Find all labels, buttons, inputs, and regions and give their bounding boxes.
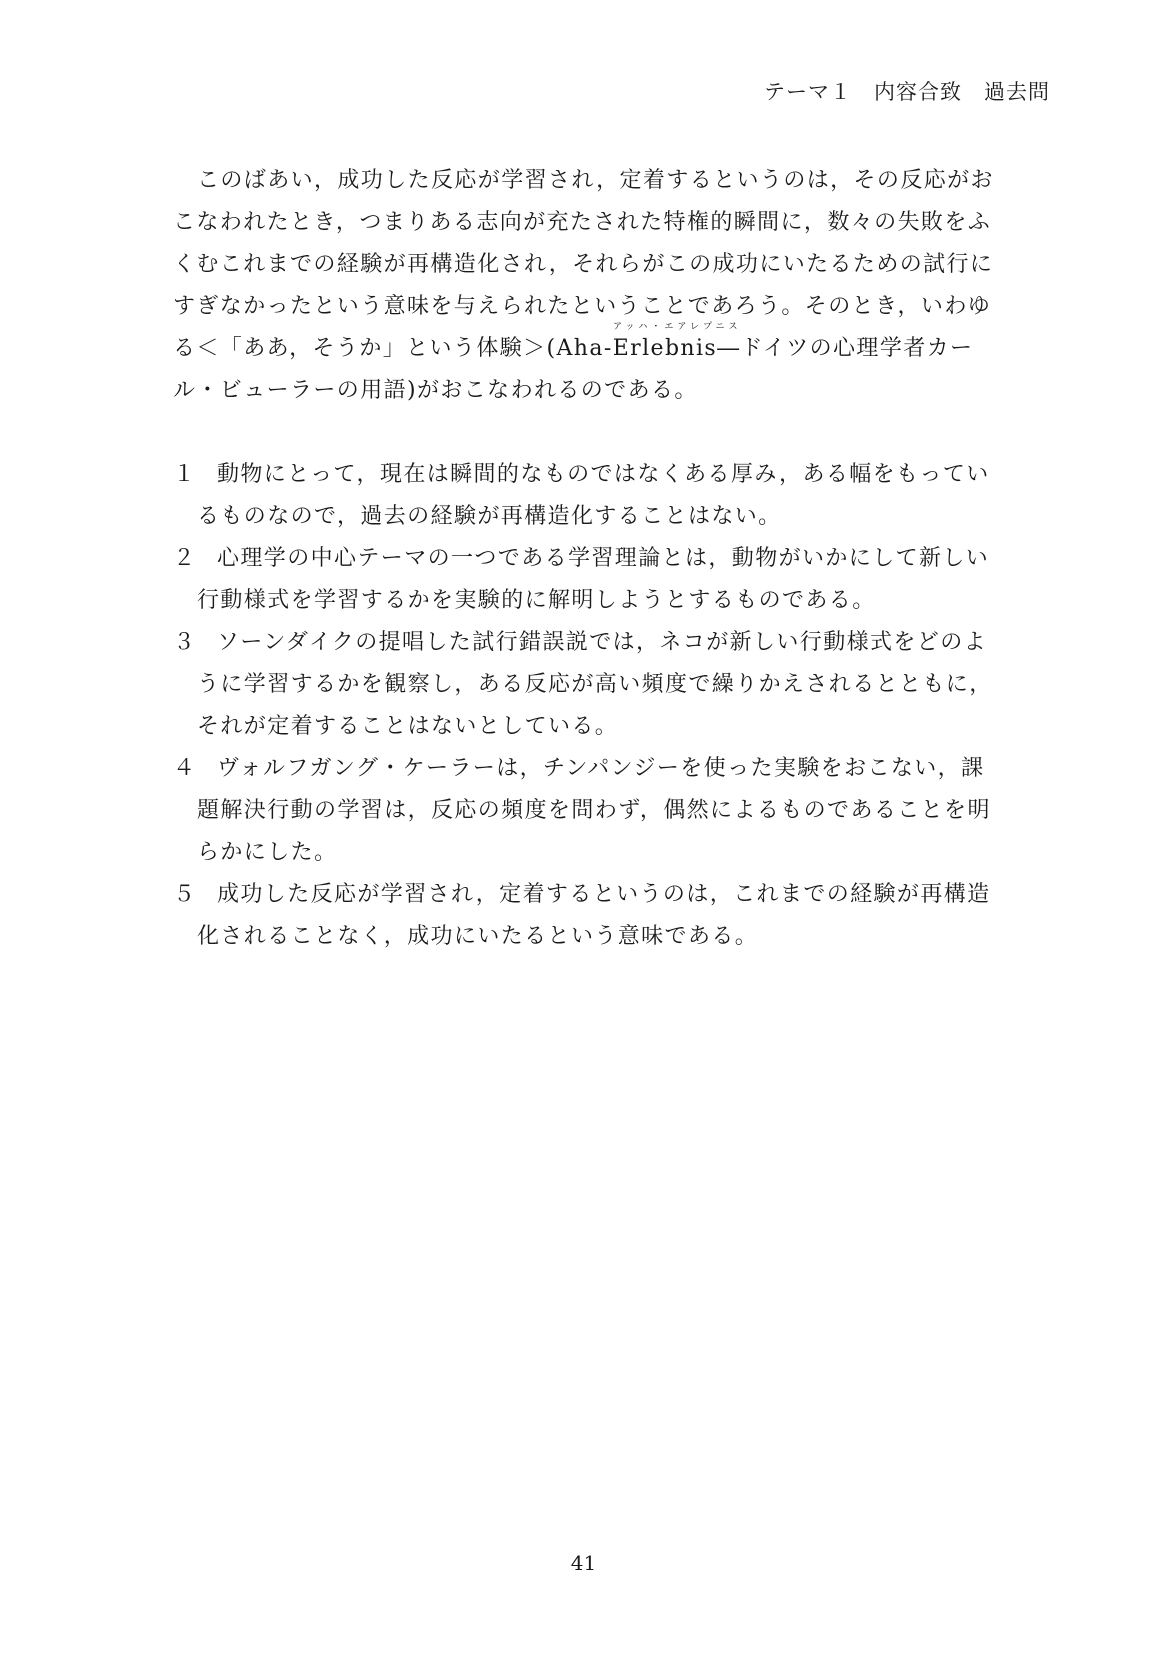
choice-number: ２ xyxy=(173,546,197,571)
choice-first-line xyxy=(173,622,1053,664)
choice-text: 動物にとって，現在は瞬間的なものではなくある厚み，ある幅をもってい xyxy=(217,462,990,487)
choice-number: ４ xyxy=(173,756,197,781)
choice-3 xyxy=(173,622,1053,748)
passage-line: こなわれたとき，つまりある志向が充たされた特権的瞬間に，数々の失敗をふ xyxy=(173,210,992,235)
passage-line: すぎなかったという意味を与えられたということであろう。そのとき，いわゆ xyxy=(173,294,992,319)
choice-1 xyxy=(173,454,1053,538)
passage-line: ル・ビューラーの用語)がおこなわれるのである。 xyxy=(173,378,698,403)
choice-5 xyxy=(173,874,1053,958)
choice-2 xyxy=(173,538,1053,622)
passage-line: このばあい，成功した反応が学習され，定着するというのは，その反応がお xyxy=(197,168,994,193)
choice-first-line xyxy=(173,748,1053,790)
choice-first-line xyxy=(173,454,1053,496)
choice-4 xyxy=(173,748,1053,874)
choice-text: ヴォルフガング・ケーラーは，チンパンジーを使った実験をおこない，課 xyxy=(217,756,985,781)
choice-text: 題解決行動の学習は，反応の頻度を問わず，偶然によるものであることを明 xyxy=(197,798,991,823)
choice-first-line xyxy=(173,538,1053,580)
choice-text: らかにした。 xyxy=(197,840,338,865)
passage-line-with-ruby xyxy=(173,322,1053,370)
choice-number: ５ xyxy=(173,882,197,907)
choice-number: ３ xyxy=(173,630,197,655)
passage-line-text: る＜「ああ，そうか」という体験＞(Aha-Erlebnis―ドイツの心理学者カー xyxy=(173,336,974,361)
choice-number: １ xyxy=(173,462,197,487)
passage-line: くむこれまでの経験が再構造化され，それらがこの成功にいたるための試行に xyxy=(173,252,994,277)
choice-text: 行動様式を学習するかを実験的に解明しようとするものである。 xyxy=(197,588,876,613)
page-number: 41 xyxy=(570,1551,597,1575)
choice-text: うに学習するかを観察し，ある反応が高い頻度で繰りかえされるとともに， xyxy=(197,672,993,697)
choice-text: ソーンダイクの提唱した試行錯誤説では，ネコが新しい行動様式をどのよ xyxy=(217,630,988,655)
choice-text: それが定着することはないとしている。 xyxy=(197,714,619,739)
choice-first-line xyxy=(173,874,1053,916)
choice-text: 心理学の中心テーマの一つである学習理論とは，動物がいかにして新しい xyxy=(217,546,990,571)
answer-choices xyxy=(173,454,1053,958)
choice-text: るものなので，過去の経験が再構造化することはない。 xyxy=(197,504,782,529)
ruby-annotation: アッハ・エアレプニス xyxy=(613,322,742,332)
choice-text: 化されることなく，成功にいたるという意味である。 xyxy=(197,924,759,949)
passage xyxy=(173,160,1053,412)
page-header-title: テーマ１ 内容合致 過去問 xyxy=(764,80,1050,104)
choice-text: 成功した反応が学習され，定着するというのは，これまでの経験が再構造 xyxy=(217,882,991,907)
